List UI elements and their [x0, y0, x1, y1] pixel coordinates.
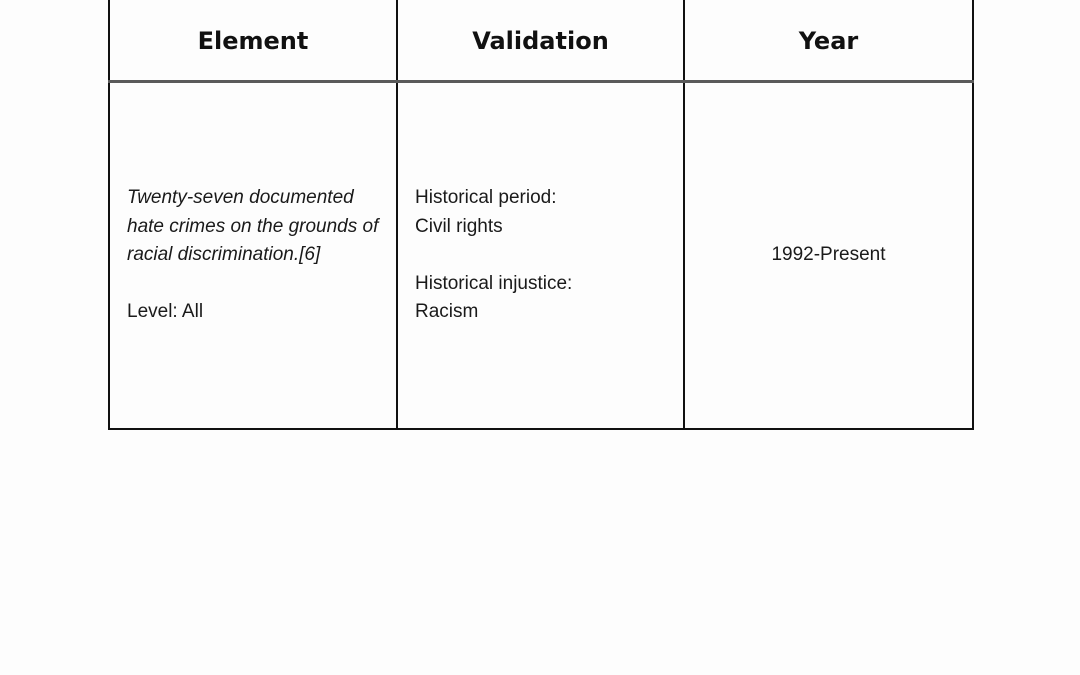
cell-element: [109, 82, 397, 430]
header-year: Year: [684, 0, 973, 82]
cell-validation: [397, 82, 684, 430]
historical-period-label: Historical period:: [415, 187, 557, 209]
spacer: [415, 241, 669, 270]
historical-injustice-value: Racism: [415, 301, 479, 323]
spacer: [127, 270, 382, 299]
header-element: Element: [109, 0, 397, 82]
header-row: [109, 0, 973, 82]
element-description: Twenty-seven documented hate crimes on the grounds of racial discrimination.[6]: [127, 187, 379, 266]
cell-year: [684, 82, 973, 430]
header-validation: Validation: [397, 0, 684, 82]
year-value: 1992-Present: [771, 244, 886, 266]
table-body: [109, 82, 973, 430]
table-row: [109, 82, 973, 430]
element-level: Level: All: [127, 301, 204, 323]
table-header: [109, 0, 973, 82]
historical-period-value: Civil rights: [415, 215, 503, 237]
historical-injustice-label: Historical injustice:: [415, 272, 573, 294]
data-table: [108, 0, 974, 430]
